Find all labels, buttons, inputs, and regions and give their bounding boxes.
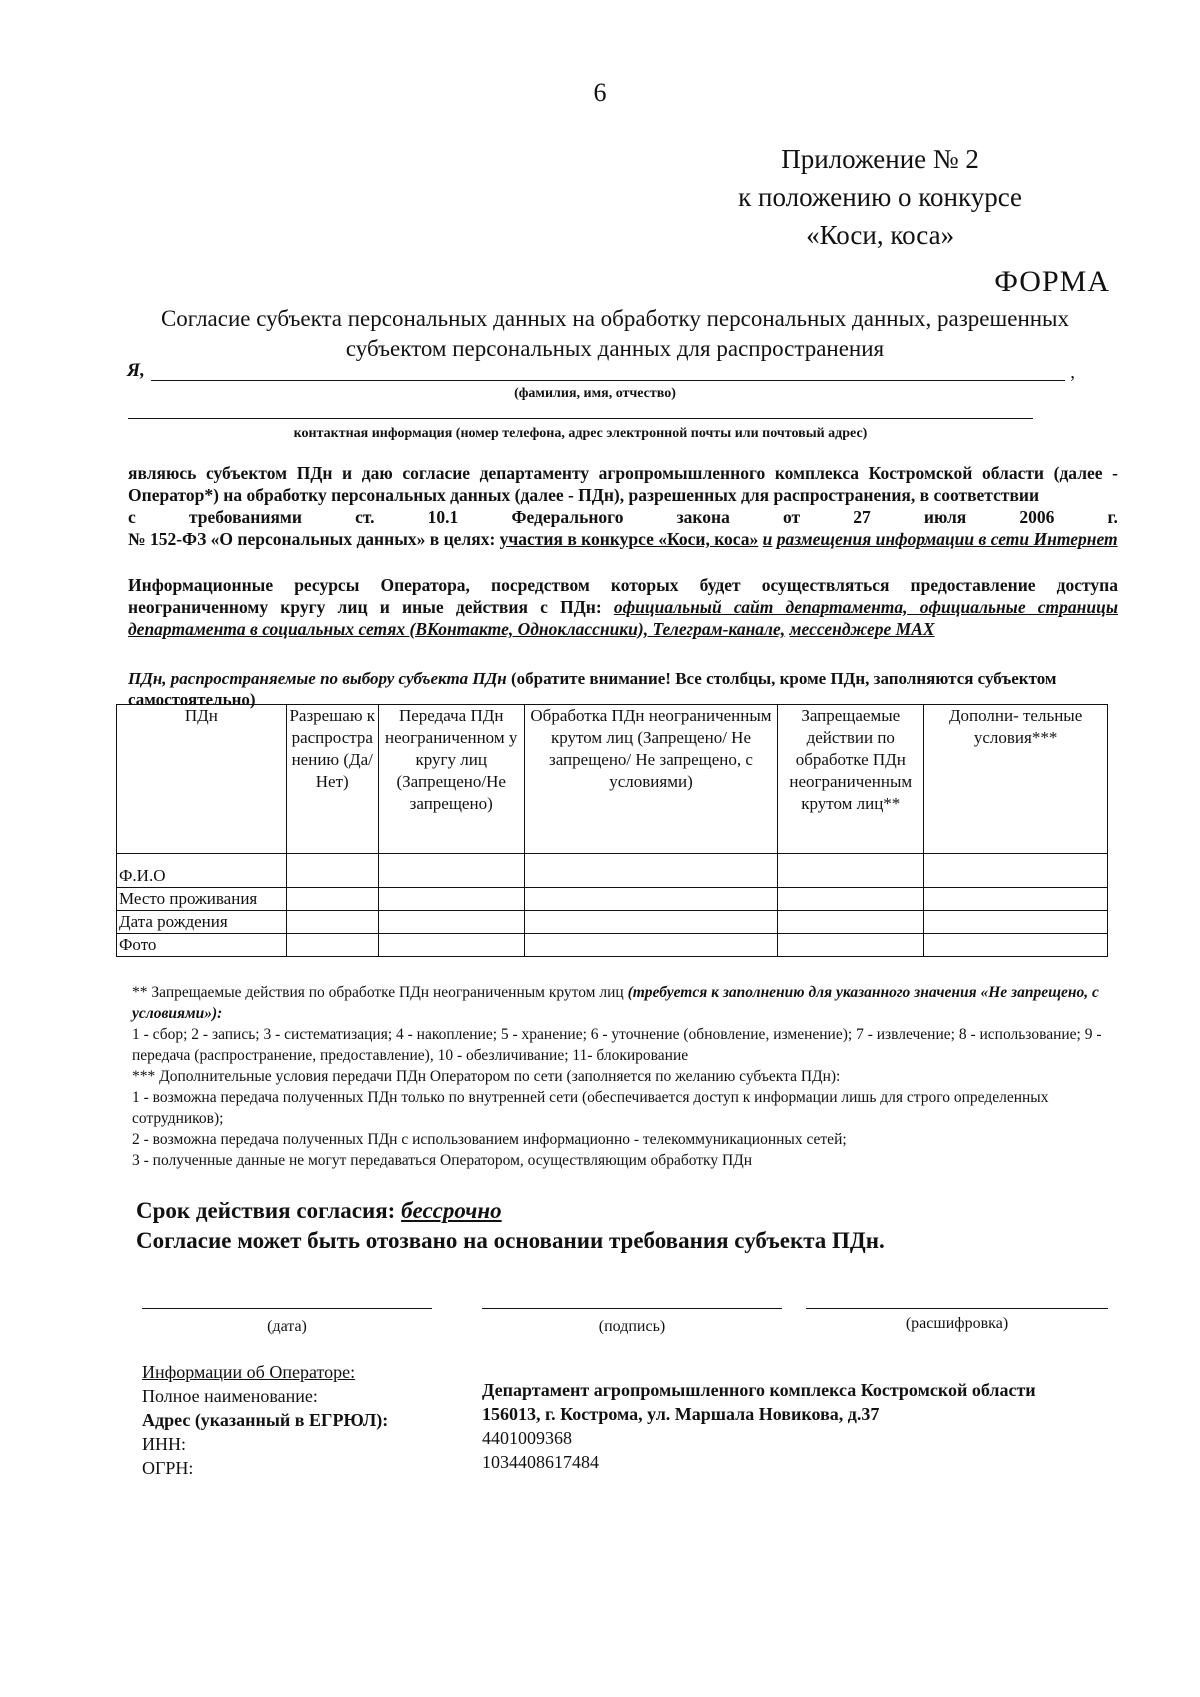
appendix-line-1: Приложение № 2 (781, 144, 979, 174)
row-label-fio: Ф.И.О (117, 854, 287, 888)
consent-purpose (128, 528, 1118, 550)
footnote-condition-3: 3 - полученные данные не могут передаваться Оператором, осуществляющим обработку ПДн (132, 1152, 753, 1169)
footnote-condition-2: 2 - возможна передача полученных ПДн с использованием информационно - телекоммуникационных сетей; (132, 1131, 847, 1148)
term-value: бессрочно (401, 1198, 502, 1223)
operator-labels (142, 1360, 388, 1480)
law-reference: № 152-ФЗ «О персональных данных» в целях: (128, 529, 496, 549)
consent-paragraph (128, 462, 1118, 550)
purpose-and: и (762, 529, 773, 549)
law-word: г. (1107, 507, 1118, 527)
consent-term (136, 1196, 885, 1256)
signature-line[interactable] (482, 1308, 782, 1309)
consent-text-1: являюсь субъектом ПДн и даю согласие департаменту агропромышленного комплекса Костромской области (далее - Оператор*) на обработку персональных данных (далее - ПДн), разрешенных для распространения, в соответствии (128, 463, 1118, 505)
date-line[interactable] (142, 1308, 432, 1309)
term-label: Срок действия согласия: (136, 1198, 396, 1223)
table-cell[interactable] (286, 911, 378, 934)
table-cell[interactable] (524, 911, 778, 934)
law-word: требованиями (188, 507, 302, 527)
table-row (117, 911, 1108, 934)
table-row (117, 854, 1108, 888)
law-word: закона (676, 507, 730, 527)
table-row (117, 934, 1108, 957)
table-cell[interactable] (524, 934, 778, 957)
header-processing: Обработка ПДн неограниченным крутом лиц (Запрещено/ Не запрещено/ Не запрещено, с условиями) (524, 705, 778, 854)
footnote-1-text: ** Запрещаемые действия по обработке ПДн неограниченным крутом лиц (132, 984, 624, 1001)
resources-intro: Информационные ресурсы Оператора, посредством которых будет осуществляться предоставление доступа неограниченному кругу лиц и иные действия с ПДн: (128, 575, 1118, 617)
pdn-note-rest: (обратите внимание! Все столбцы, кроме ПДн, заполняются субъектом самостоятельно) (128, 669, 1057, 709)
table-cell[interactable] (924, 934, 1108, 957)
row-label-birthdate: Дата рождения (117, 911, 287, 934)
header-extra-conditions: Дополни- тельные условия*** (924, 705, 1108, 854)
address-label: Адрес (указанный в ЕГРЮЛ): (142, 1410, 389, 1430)
table-header-row (117, 705, 1108, 854)
table-cell[interactable] (378, 888, 524, 911)
ogrn-label: ОГРН: (142, 1458, 194, 1478)
law-word: июля (923, 507, 967, 527)
law-word: 2006 (1019, 507, 1055, 527)
full-name-field[interactable] (127, 360, 1075, 388)
contact-info-caption: контактная информация (номер телефона, адрес электронной почты или почтовый адрес) (293, 426, 868, 441)
contact-info-line[interactable] (128, 418, 1033, 419)
revoke-text: Согласие может быть отозвано на основании требования субъекта ПДн. (136, 1228, 885, 1253)
table-row (117, 888, 1108, 911)
table-cell[interactable] (286, 934, 378, 957)
full-name-caption: (фамилия, имя, отчество) (514, 386, 676, 401)
resources-paragraph (128, 574, 1118, 640)
appendix-header (738, 140, 1022, 254)
table-cell[interactable] (778, 854, 924, 888)
appendix-line-3: «Коси, коса» (806, 220, 955, 250)
table-cell[interactable] (924, 854, 1108, 888)
table-cell[interactable] (778, 888, 924, 911)
table-cell[interactable] (378, 911, 524, 934)
form-label: ФОРМА (994, 265, 1110, 298)
operator-heading: Информации об Операторе: (142, 1362, 356, 1382)
full-name-line[interactable] (151, 380, 1065, 381)
row-label-residence: Место проживания (117, 888, 287, 911)
header-pdn: ПДн (117, 705, 287, 854)
page-number: 6 (593, 78, 607, 107)
table-cell[interactable] (286, 854, 378, 888)
operator-inn: 4401009368 (482, 1428, 572, 1448)
row-label-photo: Фото (117, 934, 287, 957)
inn-label: ИНН: (142, 1434, 186, 1454)
operator-address: 156013, г. Кострома, ул. Маршала Новикова, д.37 (482, 1404, 880, 1424)
footnote-condition-1: 1 - возможна передача полученных ПДн только по внутренней сети (обеспечивается доступ к информации лишь для строго определенных сотрудников); (132, 1089, 1049, 1127)
term-line (136, 1196, 885, 1226)
table-cell[interactable] (778, 934, 924, 957)
table-cell[interactable] (524, 888, 778, 911)
consent-law-line (128, 506, 1118, 528)
purpose-contest: участия в конкурсе «Коси, коса» (499, 529, 759, 549)
table-cell[interactable] (924, 911, 1108, 934)
purpose-internet: размещения информации в сети Интернет (776, 529, 1118, 549)
footnote-1 (132, 982, 1122, 1024)
decode-caption: (расшифровка) (905, 1315, 1009, 1332)
operator-full-name: Департамент агропромышленного комплекса Костромской области (482, 1380, 1036, 1400)
table-cell[interactable] (924, 888, 1108, 911)
table-cell[interactable] (286, 888, 378, 911)
footnote-actions: 1 - сбор; 2 - запись; 3 - систематизация; 4 - накопление; 5 - хранение; 6 - уточнение (обновление, изменение); 7 - извлечение; 8 - использование; 9 - передача (распространение, предоставление), 10 - обезличивание; 11- блокирование (132, 1026, 1102, 1064)
operator-values (482, 1378, 1036, 1474)
law-word: 27 (853, 507, 871, 527)
header-permit: Разрешаю к распростра нению (Да/Нет) (286, 705, 378, 854)
pdn-table (116, 704, 1108, 957)
footnotes (132, 982, 1122, 1171)
resources-messenger: мессенджере MAX (789, 619, 935, 639)
document-title: Согласие субъекта персональных данных на обработку персональных данных, разрешенных субъектом персональных данных для распространения (160, 306, 1070, 361)
comma: , (1070, 362, 1075, 383)
appendix-line-2: к положению о конкурсе (738, 182, 1022, 212)
law-word: Федерального (511, 507, 624, 527)
ya-label: Я, (127, 360, 145, 381)
footnote-extra-conditions: *** Дополнительные условия передачи ПДн Оператором по сети (заполняется по желанию субъекта ПДн): (132, 1068, 841, 1085)
signature-caption: (подпись) (598, 1318, 666, 1335)
header-prohibited-actions: Запрещаемые действии по обработке ПДн неограниченным крутом лиц** (778, 705, 924, 854)
law-word: с (128, 507, 136, 527)
header-transfer: Передача ПДн неограниченном у кругу лиц (Запрещено/Не запрещено) (378, 705, 524, 854)
date-caption: (дата) (267, 1318, 307, 1335)
operator-ogrn: 1034408617484 (482, 1452, 599, 1472)
table-cell[interactable] (524, 854, 778, 888)
law-word: от (782, 507, 801, 527)
decode-line[interactable] (806, 1308, 1108, 1309)
table-cell[interactable] (378, 854, 524, 888)
table-cell[interactable] (778, 911, 924, 934)
footnote-1-italic: (требуется к заполнению для указанного значения «Не запрещено, с условиями»): (132, 984, 1099, 1022)
pdn-note-italic: ПДн, распространяемые по выбору субъекта ПДн (128, 669, 507, 688)
law-word: 10.1 (427, 507, 459, 527)
law-word: ст. (355, 507, 375, 527)
full-name-label: Полное наименование: (142, 1386, 318, 1406)
resources-list: официальный сайт департамента, официальные страницы департамента в социальных сетях (ВКонтакте, Одноклассники), Телеграм-канале, (128, 597, 1118, 639)
table-cell[interactable] (378, 934, 524, 957)
